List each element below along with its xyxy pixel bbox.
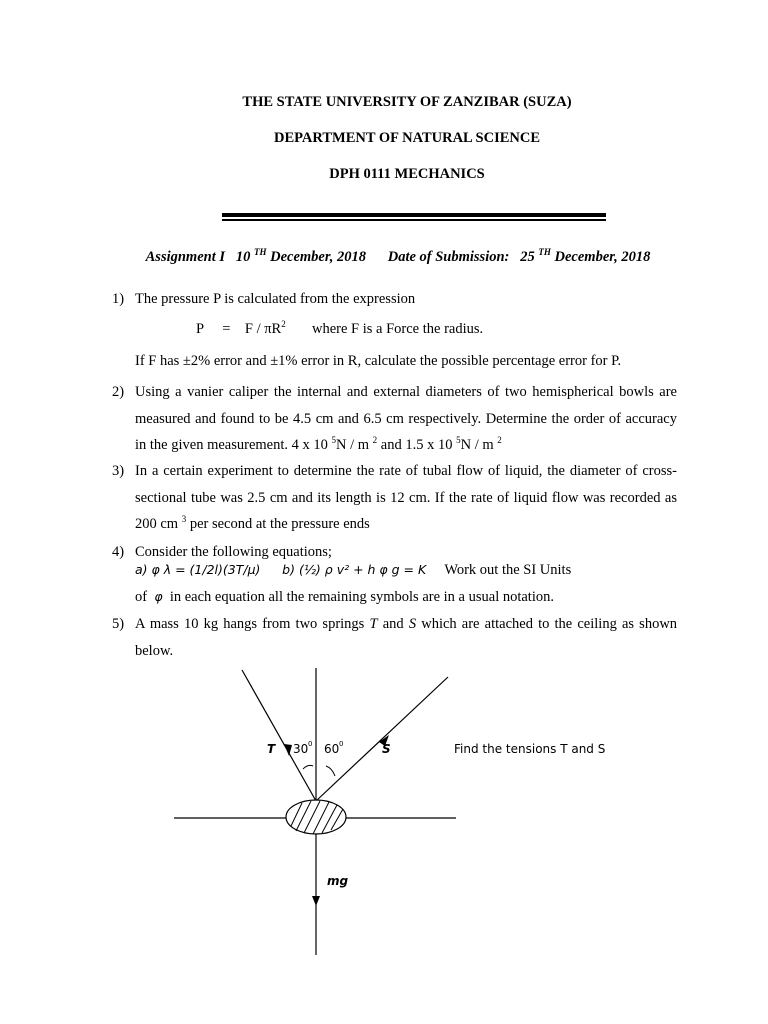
assignment-month: December, 2018 — [270, 249, 366, 265]
q2-unit2: N / m — [460, 437, 494, 453]
course-title: DPH 0111 MECHANICS — [329, 166, 485, 182]
q2-unit1: N / m — [336, 437, 370, 453]
q1-line3: If F has ±2% error and ±1% error in R, calculate the possible percentage error for P. — [135, 353, 622, 369]
q4-eq-b: b) (½) ρ v² + h φ g = K — [282, 562, 427, 577]
q5-body: A mass 10 kg hangs from two springs — [135, 616, 365, 632]
diagram-instruction: Find the tensions T and S — [454, 742, 606, 756]
submission-label: Date of Submission: — [387, 249, 510, 265]
q5-tail: which are attached to the ceiling as shown below. — [135, 616, 678, 659]
q2-mid: and 1.5 x 10 — [380, 437, 453, 453]
q2-body: Using a vanier caliper the internal and external diameters of two hemispherical bowls are measured and found to be 4.5 cm and 6.5 cm respectively. Determine the order of accuracy in the given measurement. 4 x 10 — [135, 384, 677, 453]
q4-eq-a: a) φ λ = (1/2l)(3T/μ) — [135, 562, 261, 577]
q1-number: 1) — [112, 291, 125, 307]
string-S — [316, 677, 448, 801]
q5-S: S — [408, 616, 417, 632]
angle-arc-60 — [326, 766, 335, 776]
q2-exp4: 2 — [497, 435, 502, 445]
arrow-mg — [312, 896, 320, 906]
assignment-day-suffix: TH — [254, 247, 267, 257]
q4-line3-rest: in each equation all the remaining symbols are in a usual notation. — [169, 589, 554, 605]
q2-exp3: 5 — [456, 435, 461, 445]
q3-body: In a certain experiment to determine the rate of tubal flow of liquid, the diameter of cross-sectional tube was 2.5 cm and its length is 12 cm. If the rate of liquid flow was recorded as 200 cm — [135, 463, 677, 532]
label-T: T — [267, 742, 276, 756]
q5-number: 5) — [112, 616, 125, 632]
angle-arc-30 — [303, 765, 313, 769]
submission-month: December, 2018 — [554, 249, 651, 265]
q1-eq-lhs: P — [196, 321, 205, 337]
string-T — [242, 670, 316, 801]
label-S: S — [382, 742, 391, 756]
q5-T: T — [369, 616, 378, 632]
assignment-day: 10 — [235, 249, 251, 265]
q2-exp2: 2 — [372, 435, 378, 445]
q4-number: 4) — [112, 544, 125, 560]
label-angle-30-deg: 0 — [308, 740, 313, 748]
q1-line1: The pressure P is calculated from the expression — [135, 291, 416, 307]
label-mg: mg — [327, 874, 349, 888]
q2-exp1: 5 — [331, 435, 337, 445]
arrow-T — [284, 744, 292, 756]
submission-day-suffix: TH — [538, 247, 551, 257]
label-angle-60: 60 — [324, 742, 340, 756]
q1-eq-rhs: F / πR — [244, 321, 282, 337]
assignment-label: Assignment I — [145, 249, 225, 265]
q4-line1: Consider the following equations; — [135, 544, 332, 560]
q1-eq-note: where F is a Force the radius. — [312, 321, 484, 337]
q2-number: 2) — [112, 384, 125, 400]
submission-day: 25 — [520, 249, 535, 265]
q1-eq-exp: 2 — [281, 319, 286, 329]
q4-line3-of: of — [135, 589, 148, 605]
q5-and: and — [382, 616, 404, 632]
q3-exp: 3 — [181, 514, 187, 524]
q1-eq-sign: = — [222, 321, 231, 337]
university-title: THE STATE UNIVERSITY OF ZANZIBAR (SUZA) — [242, 94, 572, 110]
department-title: DEPARTMENT OF NATURAL SCIENCE — [273, 130, 541, 146]
q3-number: 3) — [112, 463, 125, 479]
label-angle-30: 30 — [293, 742, 309, 756]
label-angle-60-deg: 0 — [339, 740, 344, 748]
q3-tail: per second at the pressure ends — [189, 516, 370, 532]
q4-work: Work out the SI Units — [444, 562, 572, 578]
q4-phi: φ — [154, 589, 163, 604]
